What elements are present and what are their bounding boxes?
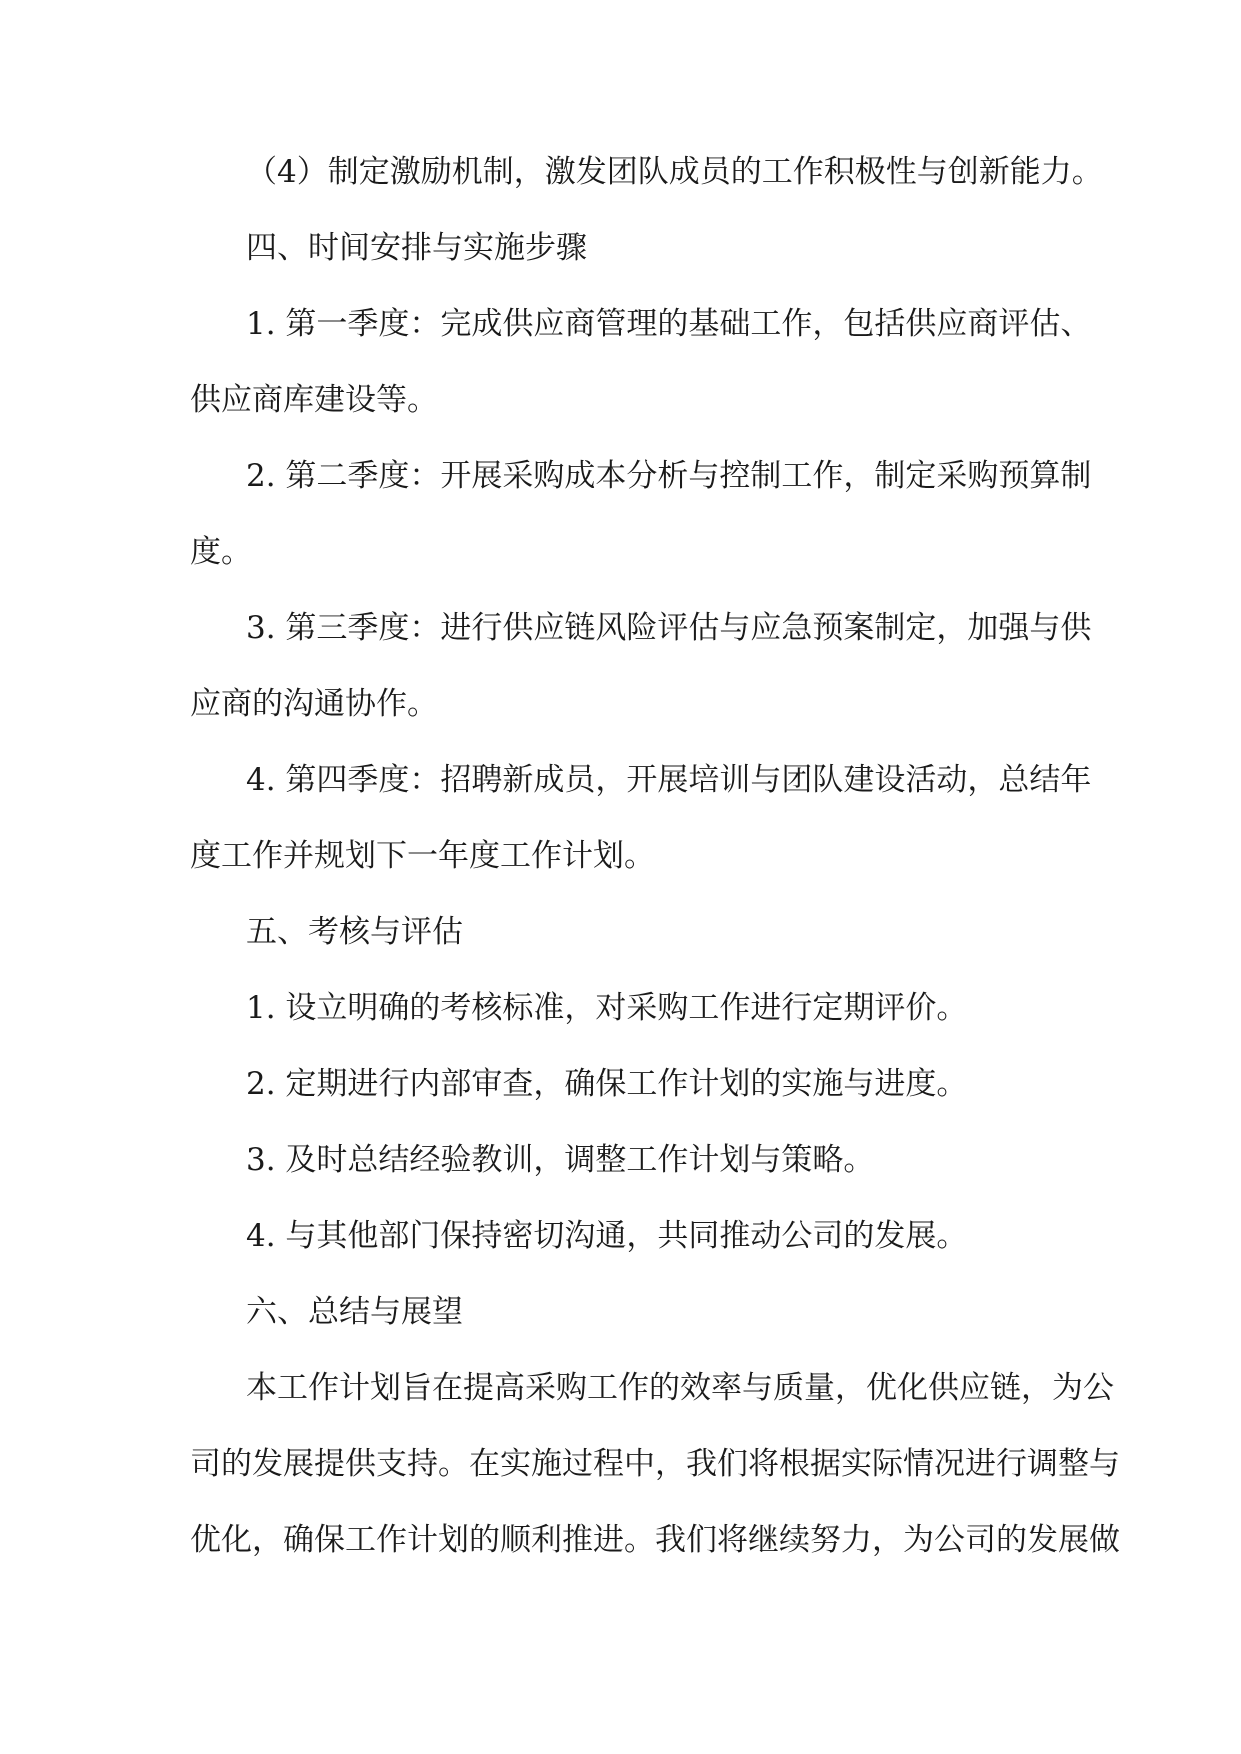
list-item-continuation: 度。 <box>190 534 252 570</box>
list-item-continuation: 供应商库建设等。 <box>190 382 438 418</box>
list-item-continuation: 度工作并规划下一年度工作计划。 <box>190 838 655 874</box>
list-item: 4. 与其他部门保持密切沟通，共同推动公司的发展。 <box>246 1218 968 1254</box>
paragraph-line: （4）制定激励机制，激发团队成员的工作积极性与创新能力。 <box>246 154 1103 190</box>
list-item: 2. 第二季度：开展采购成本分析与控制工作，制定采购预算制 <box>246 458 1092 494</box>
paragraph-line: 司的发展提供支持。在实施过程中，我们将根据实际情况进行调整与 <box>190 1446 1120 1482</box>
section-heading: 四、时间安排与实施步骤 <box>246 230 587 266</box>
list-item: 3. 及时总结经验教训，调整工作计划与策略。 <box>246 1142 875 1178</box>
list-item: 1. 第一季度：完成供应商管理的基础工作，包括供应商评估、 <box>246 306 1092 342</box>
paragraph-line: 本工作计划旨在提高采购工作的效率与质量，优化供应链，为公 <box>246 1370 1114 1406</box>
paragraph-line: 优化，确保工作计划的顺利推进。我们将继续努力，为公司的发展做 <box>190 1522 1120 1558</box>
section-heading: 五、考核与评估 <box>246 914 463 950</box>
list-item: 4. 第四季度：招聘新成员，开展培训与团队建设活动，总结年 <box>246 762 1092 798</box>
section-heading: 六、总结与展望 <box>246 1294 463 1330</box>
list-item: 3. 第三季度：进行供应链风险评估与应急预案制定，加强与供 <box>246 610 1092 646</box>
list-item: 1. 设立明确的考核标准，对采购工作进行定期评价。 <box>246 990 968 1026</box>
list-item-continuation: 应商的沟通协作。 <box>190 686 438 722</box>
list-item: 2. 定期进行内部审查，确保工作计划的实施与进度。 <box>246 1066 968 1102</box>
